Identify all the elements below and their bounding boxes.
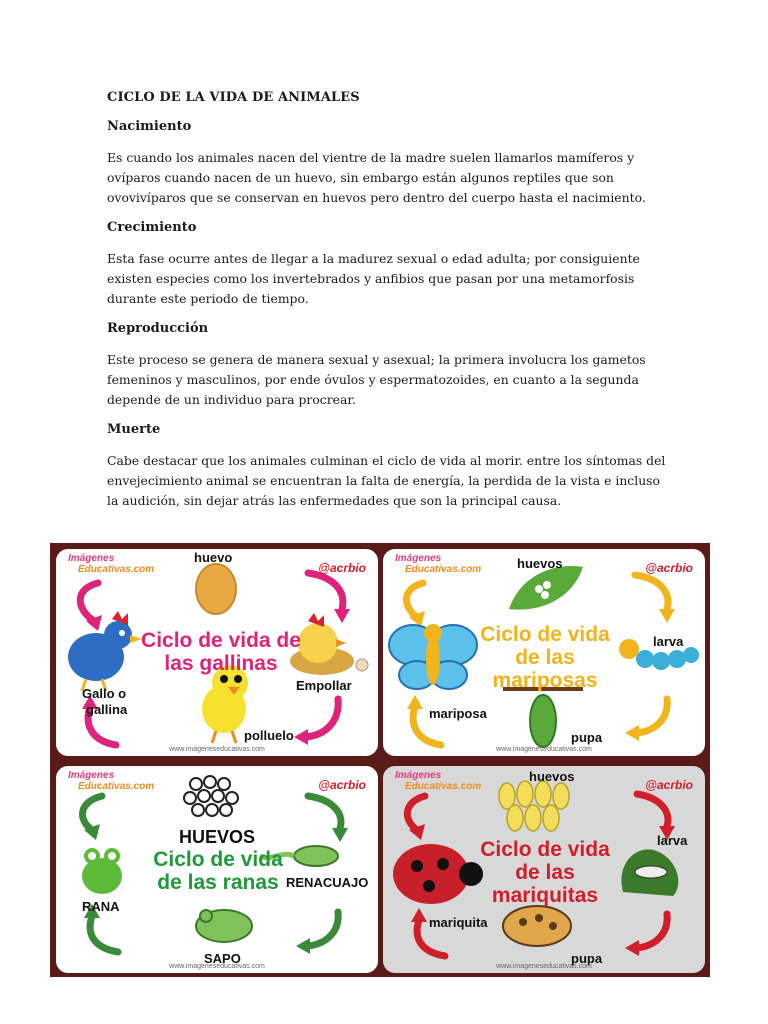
label-pupa: pupa (571, 951, 603, 966)
label-mariquita: mariquita (429, 915, 488, 930)
logo-line2: Educativas.com (78, 564, 155, 575)
butterfly-icon (389, 624, 477, 689)
section-text-reproduccion: Este proceso se genera de manera sexual y asexual; la primera involucra los gametos femeninos y masculinos, por ende óvulos y espermatozoides, en cuanto a la segunda depende de un individuo para procrear. (107, 352, 646, 407)
imagenes-educativas-logo (68, 553, 154, 575)
site-url: www.imageneseducativas.com (496, 746, 592, 753)
logo-line2: Educativas.com (78, 781, 155, 792)
section-text-muerte: Cabe destacar que los animales culminan el ciclo de vida al morir. entre los síntomas del envejecimiento animal se encuentran la falta de energía, la perdida de la vista e incluso la audición, sin dejar atrás las enfermedades que son la principal causa. (107, 453, 666, 508)
logo-line1: Imágenes (68, 770, 115, 781)
life-cycle-figure (50, 543, 710, 977)
imagenes-educativas-logo (395, 770, 481, 792)
cycle-arrow-icon (308, 573, 343, 609)
ranas-title-pre: HUEVOS (178, 827, 256, 847)
author-handle: @acrbio (645, 561, 693, 575)
label-rana: RANA (82, 899, 120, 914)
section-heading-nacimiento: Nacimiento (107, 119, 192, 134)
author-handle: @acrbio (318, 778, 366, 792)
section-text-nacimiento: Es cuando los animales nacen del vientre de la madre suelen llamarlos mamíferos y ovíparos cuando nacen de un huevo, sin embargo están algunos reptiles que son ovovivíparos que se conservan en huevos pero dentro del cuerpo hasta el nacimiento. (107, 150, 646, 205)
cycle-arrow-icon (80, 583, 98, 621)
frog-icon (82, 848, 122, 894)
mariquitas-title (475, 838, 615, 907)
imagenes-educativas-logo (395, 553, 481, 575)
label-gallina: gallina (86, 702, 128, 717)
card-ranas (56, 766, 378, 973)
gallinas-title-line2: las gallinas (164, 652, 278, 675)
logo-line1: Imágenes (395, 770, 442, 781)
mariquitas-title-line3: mariquitas (491, 884, 599, 907)
label-pupa: pupa (571, 730, 603, 745)
ladybug-larva-icon (621, 849, 678, 896)
section-text-crecimiento: Esta fase ocurre antes de llegar a la madurez sexual o edad adulta; por consiguiente existen especies como los invertebrados y anfibios que pasan por una metamorfosis durante este periodo de tiempo. (107, 251, 640, 306)
mariposas-title-line2: de las (515, 646, 575, 669)
document-title: CICLO DE LA VIDA DE ANIMALES (107, 90, 360, 105)
section-heading-muerte: Muerte (107, 422, 161, 437)
mariquitas-title-line1: Ciclo de vida (480, 838, 610, 861)
gallinas-title (136, 629, 306, 675)
label-mariposa: mariposa (429, 706, 487, 721)
toad-icon (196, 910, 252, 942)
author-handle: @acrbio (318, 561, 366, 575)
ranas-title-line1: Ciclo de vida (153, 848, 283, 871)
section-heading-crecimiento: Crecimiento (107, 220, 197, 235)
label-huevo: huevo (194, 550, 233, 565)
rooster-icon (68, 611, 142, 691)
ladybug-pupa-icon (503, 906, 571, 946)
site-url: www.imageneseducativas.com (169, 963, 265, 970)
frog-eggs-icon (184, 776, 238, 816)
mariquitas-title-line2: de las (515, 861, 575, 884)
card-mariquitas (383, 766, 705, 973)
ranas-title (148, 848, 288, 894)
site-url: www.imageneseducativas.com (169, 746, 265, 753)
mariposas-title-line1: Ciclo de vida (480, 623, 610, 646)
mariposas-title-line3: mariposas (492, 669, 598, 692)
mariposas-title (475, 623, 615, 692)
card-mariposas (383, 549, 705, 756)
cycle-arrow-icon (306, 699, 338, 737)
logo-line1: Imágenes (68, 553, 115, 564)
gallinas-title-line1: Ciclo de vida de (141, 629, 301, 652)
chick-icon (202, 665, 248, 743)
label-huevos: huevos (529, 769, 575, 784)
egg-icon (196, 564, 236, 614)
label-renacuajo: RENACUAJO (286, 875, 369, 890)
label-larva: larva (657, 833, 688, 848)
logo-line2: Educativas.com (405, 781, 482, 792)
document-body (107, 90, 667, 523)
label-gallo: Gallo o (82, 686, 127, 701)
section-heading-reproduccion: Reproducción (107, 321, 209, 336)
label-larva: larva (653, 634, 684, 649)
logo-line1: Imágenes (395, 553, 442, 564)
ranas-title-line2: de las ranas (157, 871, 279, 894)
logo-line2: Educativas.com (405, 564, 482, 575)
ladybug-eggs-icon (499, 781, 569, 831)
site-url: www.imageneseducativas.com (496, 963, 592, 970)
imagenes-educativas-logo (68, 770, 154, 792)
card-gallinas (56, 549, 378, 756)
ladybug-icon (393, 844, 483, 904)
label-empollar: Empollar (296, 678, 352, 693)
author-handle: @acrbio (645, 778, 693, 792)
label-huevos: huevos (517, 556, 563, 571)
label-polluelo: polluelo (244, 728, 294, 743)
leaf-eggs-icon (509, 566, 583, 610)
label-sapo: SAPO (204, 951, 241, 966)
